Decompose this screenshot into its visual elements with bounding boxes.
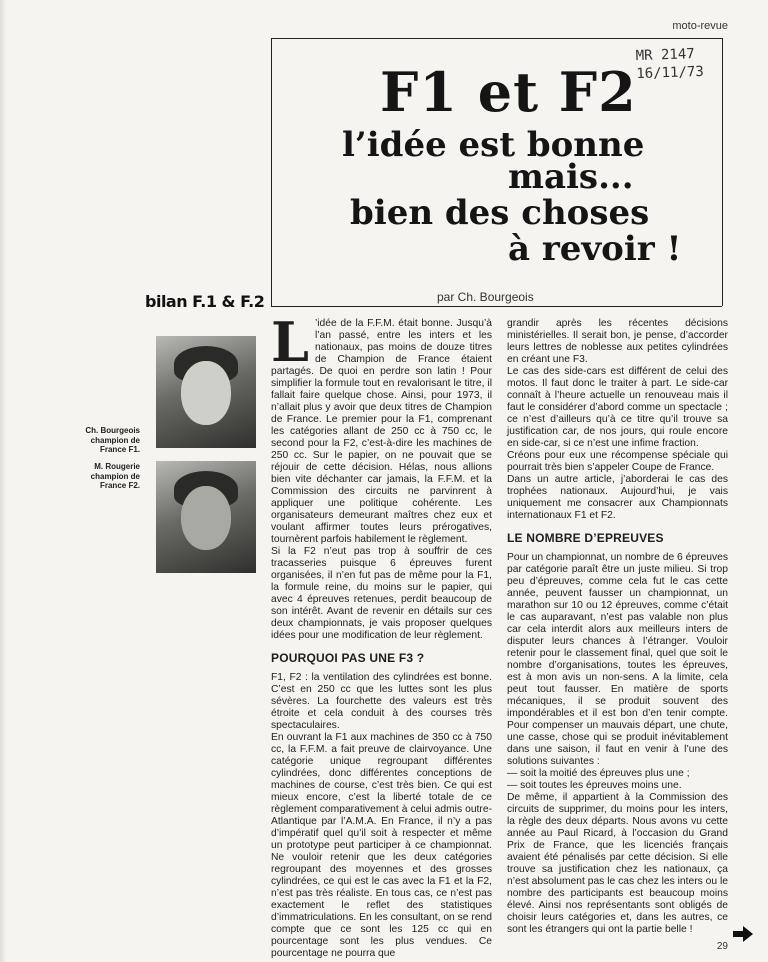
paragraph: Le cas des side-cars est différent de celui des motos. Il faut donc le traiter à part. Le side-car connaît à l’heure actuelle un renouveau mais il faut le considérer d’abord comme un spectacle ; ce n’est d’ailleurs qu’à ce titre qu’il trouve sa justification car, de nos jours, qui roule encore en side-car, si ce n’est une infime fraction. [507,366,728,449]
paragraph: Si la F2 n’eut pas trop à souffrir de ces tracasseries puisque 6 épreuves furent organisées, il n’en fut pas de même pour la F1, la formule reine, du moins sur le papier, qui avec 4 épreuves retenues, perdit beaucoup de son intérêt. Avant de revenir en détails sur ces deux championnats, je vais proposer quelques idées pour une modification de leur règlement. [271,546,492,641]
paragraph: Pour un championnat, un nombre de 6 épreuves par catégorie paraît être un juste milieu. Si trop peu d’épreuves, comme cela fut le cas cette année, peuvent fausser un championnat, un marathon sur 10 ou 12 épreuves, comme c’était le cas auparavant, n’est pas valable non plus car cela interdit alors aux meilleurs inters de disputer leurs chances à l’étranger. Vouloir retenir pour le classement final, quel que soit le nombre d’organisations, toutes les épreuves, est à mon avis un non-sens. A la limite, cela peut tout fausser. En matière de sports mécaniques, il se produit souvent des impondérables et il est bon d’en tenir compte. Pour compenser un mauvais départ, une chute, une casse, chose qui se produit inévitablement dans une saison, il faut en venir à l’une des solutions suivantes : [507,552,728,767]
byline: par Ch. Bourgeois [437,290,534,304]
paragraph: De même, il appartient à la Commission des circuits de supprimer, du moins pour les inters, la règle des deux départs. Nous avons vu cette année au Paul Ricard, à l’occasion du Grand Prix de France, que les licenciés français avaient été pénalisés par cette décision. Si elle trouve sa justification chez les nationaux, ça n’est absolument pas le cas chez les inters ou le nombre des participants est beaucoup moins élevé. Ainsi nos représentants sont obligés de choisir leurs catégories et, dans les autres, ce sont les étrangers qui ont la partie belle ! [507,792,728,935]
paragraph: — soit toutes les épreuves moins une. [507,780,682,791]
handwritten-note [635,45,704,83]
page-number: 29 [716,941,728,952]
subtitle-line-4: à revoir ! [508,229,682,269]
page-edge [0,0,6,962]
caption-bourgeois: Ch. Bourgeois champion de France F1. [85,426,140,454]
section-heading: POURQUOI PAS UNE F3 ? [271,651,425,665]
caption-rougerie: M. Rougerie champion de France F2. [90,462,140,490]
paragraph: — soit la moitié des épreuves plus une ; [507,768,690,779]
section-tag: bilan F.1 & F.2 [145,292,265,311]
handwritten-line-2: 16/11/73 [636,63,705,83]
section-heading: LE NOMBRE D’EPREUVES [507,531,664,545]
subtitle-line-1: l’idée est bonne [342,125,645,165]
paragraph: En ouvrant la F1 aux machines de 350 cc à 750 cc, la F.F.M. a fait preuve de clairvoyance. Une catégorie unique regroupant différentes cylindrées, donc différentes conceptions de machines de course, c’est très bien. Ce qui est mieux encore, c’est la liberté totale de ce règlement comparativement à celui admis outre-Atlantique par l’A.M.A. En France, il n’y a pas d’impératif quel qu’il soit à respecter et même un prototype peut participer à ce championnat. Ne vouloir retenir que les deux catégories regroupant des moyennes et des grosses cylindrées, ce qui est le cas avec la F1 et la F2, n’est pas très réaliste. En tous cas, ce n’est pas exactement le reflet des statistiques d’immatriculations. En les consultant, on se rend compte que ce sont les 125 cc qui en pourcentage sont les plus vendues. Ce pourcentage ne pourra que [271,732,492,959]
paragraph: F1, F2 : la ventilation des cylindrées est bonne. C’est en 250 cc que les luttes sont les plus sévères. La fourchette des valeurs est très étroite et cela conduit à des courses très spectaculaires. [271,672,492,731]
handwritten-line-1: MR 2147 [635,46,695,65]
photo-rougerie [156,461,256,573]
photo-bourgeois [156,336,256,448]
article-column-2 [507,318,728,936]
subtitle-line-3: bien des choses [350,193,650,233]
paragraph: Créons pour eux une récompense spéciale qui pourrait très bien s’appeler Coupe de France. [507,450,728,473]
article-title: F1 et F2 [380,60,637,124]
article-column-1 [271,310,492,960]
drop-cap: L [271,310,309,374]
publication-name: moto-revue [672,20,728,32]
paragraph: grandir après les récentes décisions ministérielles. Il serait bon, je pense, d’accorder leurs lettres de noblesse aux petites cylindrées en créant une F3. [507,318,728,365]
subtitle-line-2: mais... [508,157,634,197]
paragraph: Dans un autre article, j’aborderai le cas des trophées nationaux. Aujourd’hui, je vais uniquement me consacrer aux Championnats internationaux F1 et F2. [507,474,728,521]
arrow-right-icon [733,926,753,942]
paragraph: L ’idée de la F.F.M. était bonne. Jusqu’à l’an passé, entre les inters et les nationaux, pas moins de douze titres de Champion de France étaient partagés. De quoi en perdre son latin ! Pour simplifier la formule tout en revalorisant le titre, il fallait faire quelque chose. Ainsi, pour 1973, il n’allait plus y avoir que deux titres de Champion de France. Le premier pour la F1, comprenant les catégories allant de 250 cc à 750 cc, le second pour la F2, c’est-à-dire les machines de 250 cc. Sur le papier, on ne pouvait que se réjouir de cette décision. Hélas, nous allions bien vite déchanter car jamais, la F.F.M. et la Commission des circuits ne parvinrent à appliquer une politique cohérente. Les organisateurs demeurant maîtres chez eux et voulant affirmer toutes leurs prérogatives, tournèrent parfois habilement le règlement. [271,310,492,545]
